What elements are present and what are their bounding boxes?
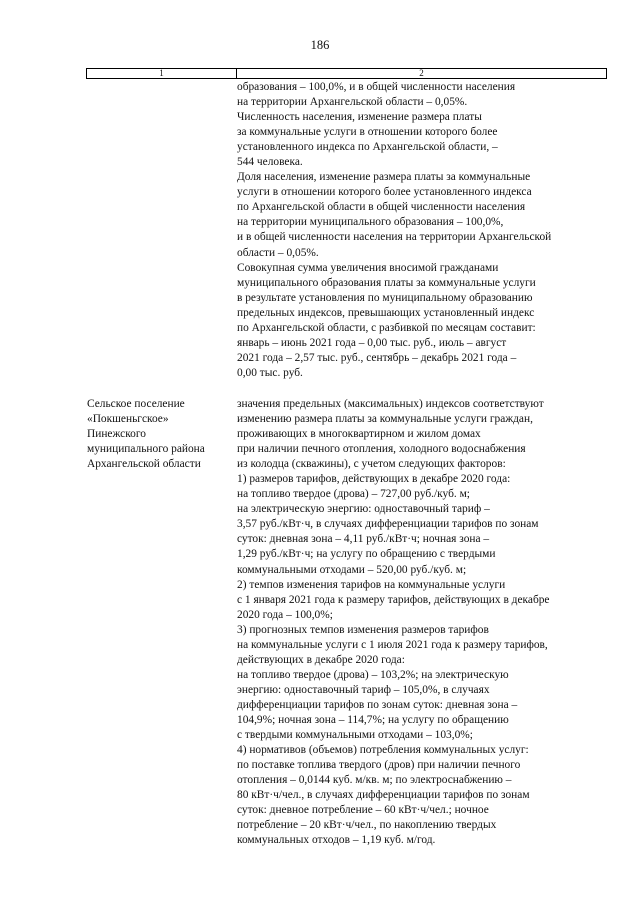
municipality-line: муниципального района [87, 443, 205, 456]
text-line: 80 кВт·ч/чел., в случаях дифференциации тарифов по зонам [237, 789, 530, 802]
text-line: 3,57 руб./кВт·ч, в случаях дифференциации тарифов по зонам [237, 518, 539, 531]
text-line: 3) прогнозных темпов изменения размеров тарифов [237, 623, 489, 636]
text-line: на топливо твердое (дрова) – 103,2%; на электрическую [237, 668, 509, 681]
text-line: 1,29 руб./кВт·ч; на услугу по обращению с твердыми [237, 548, 496, 561]
text-line: на коммунальные услуги с 1 июля 2021 года к размеру тарифов, [237, 638, 548, 651]
text-line: на территории Архангельской области – 0,05%. [237, 96, 468, 109]
column-number-2: 2 [419, 68, 424, 78]
municipality-line: Пинежского [87, 428, 146, 441]
text-line: и в общей численности населения на территории Архангельской [237, 231, 552, 244]
text-line: из колодца (скважины), с учетом следующих факторов: [237, 458, 506, 471]
row2-description-text [237, 397, 550, 848]
text-line: изменению размера платы за коммунальные услуги граждан, [237, 413, 533, 426]
text-line: Численность населения, изменение размера платы [237, 111, 482, 124]
text-line: 0,00 тыс. руб. [237, 366, 303, 379]
text-line: в результате установления по муниципальному образованию [237, 291, 533, 304]
text-line: муниципального образования платы за коммунальные услуги [237, 276, 536, 289]
text-line: проживающих в многоквартирном и жилом домах [237, 428, 481, 441]
text-line: значения предельных (максимальных) индексов соответствуют [237, 398, 544, 410]
table-header-row [86, 68, 607, 79]
text-line: при наличии печного отопления, холодного водоснабжения [237, 443, 526, 456]
text-line: коммунальных отходов – 1,19 куб. м/год. [237, 834, 436, 847]
text-line: с 1 января 2021 года к размеру тарифов, действующих в декабре [237, 593, 550, 606]
text-line: Совокупная сумма увеличения вносимой гражданами [237, 261, 499, 274]
text-line: по Архангельской области, с разбивкой по месяцам составит: [237, 321, 536, 334]
column-number-1: 1 [87, 69, 237, 78]
text-line: за коммунальные услуги в отношении которого более [237, 126, 498, 139]
text-line: на территории муниципального образования – 100,0%, [237, 216, 504, 229]
row1-description-text [237, 80, 551, 381]
text-line: коммунальными отходами – 520,00 руб./куб. м; [237, 563, 467, 576]
text-line: по поставке топлива твердого (дров) при наличии печного [237, 759, 521, 772]
text-line: 2021 года – 2,57 тыс. руб., сентябрь – декабрь 2021 года – [237, 351, 517, 364]
text-line: 1) размеров тарифов, действующих в декабре 2020 года: [237, 473, 511, 486]
text-line: потребление – 20 кВт·ч/чел., по накоплению твердых [237, 819, 497, 832]
text-line: отопления – 0,0144 куб. м/кв. м; по электроснабжению – [237, 774, 512, 787]
text-line: январь – июнь 2021 года – 0,00 тыс. руб., июль – август [237, 336, 507, 349]
text-line: 104,9%; ночная зона – 114,7%; на услугу по обращению [237, 713, 509, 726]
text-line: 2020 года – 100,0%; [237, 608, 333, 621]
text-line: с твердыми коммунальными отходами – 103,0%; [237, 729, 473, 742]
municipality-line: «Покшеньгское» [87, 413, 169, 426]
text-line: по Архангельской области в общей численности населения [237, 201, 526, 214]
page-number: 186 [310, 38, 330, 52]
text-line: на электрическую энергию: одноставочный тариф – [237, 503, 490, 516]
text-line: установленного индекса по Архангельской области, – [237, 141, 498, 154]
text-line: 4) нормативов (объемов) потребления коммунальных услуг: [237, 744, 529, 757]
text-line: образования – 100,0%, и в общей численности населения [237, 81, 516, 93]
text-line: суток: дневная зона – 4,11 руб./кВт·ч; ночная зона – [237, 533, 490, 546]
text-line: суток: дневное потребление – 60 кВт·ч/чел.; ночное [237, 804, 489, 817]
text-line: действующих в декабре 2020 года: [237, 653, 405, 666]
text-line: области – 0,05%. [237, 246, 319, 259]
text-line: на топливо твердое (дрова) – 727,00 руб./куб. м; [237, 488, 470, 501]
text-line: дифференциации тарифов по зонам суток: дневная зона – [237, 698, 518, 711]
municipality-line: Сельское поселение [87, 398, 185, 410]
text-line: 544 человека. [237, 156, 303, 169]
text-line: предельных индексов, превышающих установленный индекс [237, 306, 535, 319]
municipality-line: Архангельской области [87, 458, 201, 471]
text-line: энергию: одноставочный тариф – 105,0%, в случаях [237, 683, 490, 696]
text-line: 2) темпов изменения тарифов на коммунальные услуги [237, 578, 506, 591]
text-line: услуги в отношении которого более установленного индекса [237, 186, 532, 199]
row2-municipality-name [87, 397, 205, 472]
text-line: Доля населения, изменение размера платы за коммунальные [237, 171, 531, 184]
